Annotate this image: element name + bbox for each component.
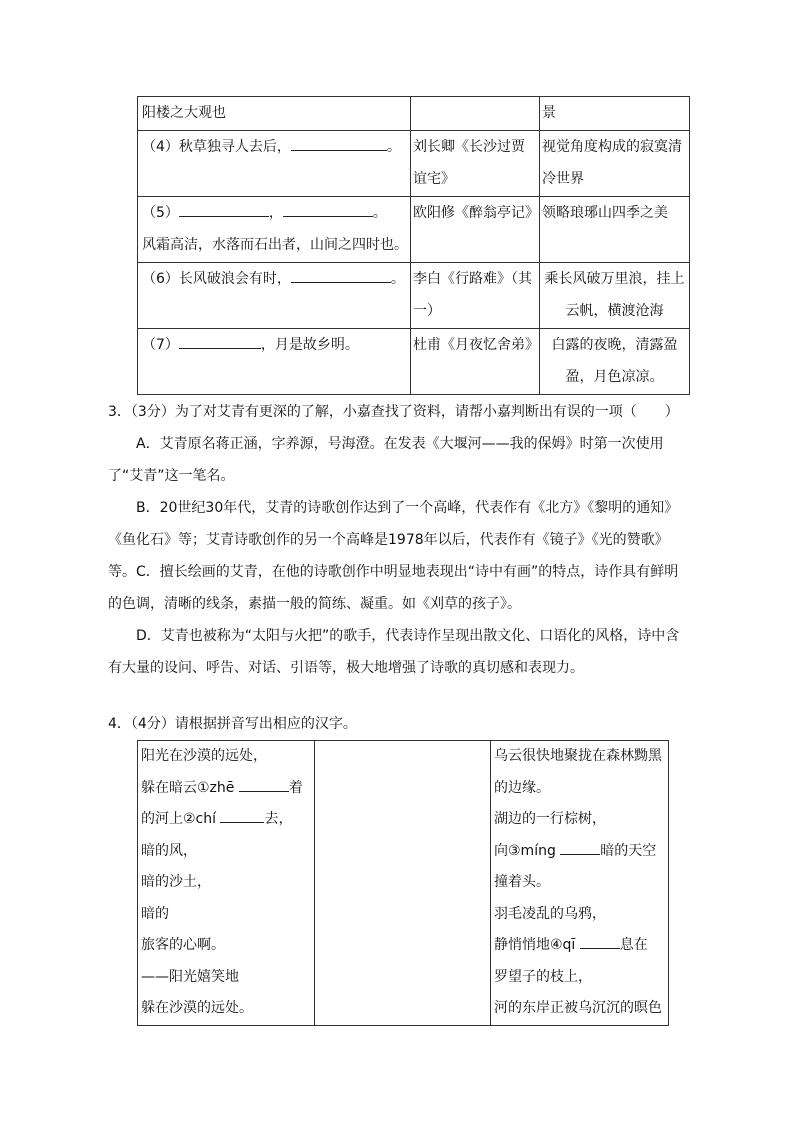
answer-blank[interactable] [560, 836, 600, 855]
answer-blank[interactable] [291, 132, 387, 151]
poem-middle-cell [315, 741, 491, 1026]
poem-fill-table [137, 96, 690, 395]
line-text: （7） [142, 337, 179, 353]
punct: 。 [372, 205, 387, 221]
poem-line: 躲在沙漠的远处。 [141, 1000, 253, 1016]
poem-right-cell [491, 741, 669, 1026]
question-4-stem: 4．（4分）请根据拼音写出相应的汉字。 [108, 716, 357, 732]
poem-line: 撞着头。 [494, 874, 550, 890]
poem-line: 的边缘。 [494, 779, 550, 796]
poem-line [494, 836, 666, 868]
poem-left-cell [138, 741, 315, 1026]
table-cell-source: 刘长卿《长沙过贾谊宅》 [411, 131, 540, 197]
table-cell-note: 景 [540, 97, 690, 131]
poem-text: 的河上②chí [141, 811, 217, 827]
line-text: （6）长风破浪会有时， [142, 271, 291, 287]
answer-blank[interactable] [220, 804, 264, 823]
table-row [138, 197, 690, 263]
poem-text: 向③míng [494, 842, 556, 859]
poem-text: 暗的天空 [600, 842, 657, 859]
poem-line: 湖边的一行棕树， [494, 811, 606, 827]
table-cell-source: 李白《行路难》（其一） [411, 263, 540, 329]
table-cell-source [411, 97, 540, 131]
line-text: ，月是故乡明。 [260, 337, 359, 353]
pinyin-poem-table [137, 740, 669, 1026]
table-cell-text [138, 329, 411, 395]
table-cell-text: （4）秋草独寻人去后， 。 [138, 131, 411, 197]
table-cell-text: 阳楼之大观也 [138, 97, 411, 131]
answer-blank[interactable] [283, 198, 373, 217]
table-row [138, 97, 690, 131]
poem-text: 躲在暗云①zhē [141, 779, 235, 796]
punct: 。 [390, 271, 405, 287]
punct: ， [268, 205, 283, 221]
answer-blank[interactable] [580, 930, 620, 949]
table-row [138, 263, 690, 329]
poem-line: 罗望子的枝上， [494, 968, 592, 985]
table-cell-note: 领略琅琊山四季之美 [540, 197, 690, 263]
question-3-option-b[interactable]: B．20世纪30年代，艾青的诗歌创作达到了一个高峰，代表作有《北方》《黎明的通知》《鱼化石》等；艾青诗歌创作的另一个高峰是1978年以后，代表作有《镜子》《光的赞歌》等。 [108, 500, 679, 580]
question-3-option-d[interactable]: D．艾青也被称为“太阳与火把”的歌手，代表诗作呈现出散文化、口语化的风格，诗中含有大量的设问、呼告、对话、引语等，极大地增强了诗歌的真切感和表现力。 [108, 628, 680, 676]
table-cell-source: 欧阳修《醉翁亭记》 [411, 197, 540, 263]
poem-line: 阳光在沙漠的远处， [141, 748, 267, 764]
table-cell-note: 乘长风破万里浪，挂上云帆，横渡沧海 [540, 263, 690, 329]
poem-line: ——阳光嬉笑地 [141, 968, 239, 985]
table-cell-note: 视觉角度构成的寂寞清冷世界 [540, 131, 690, 197]
poem-line [141, 773, 312, 805]
answer-blank[interactable] [179, 198, 269, 217]
question-3-option-c[interactable]: C．擅长绘画的艾青，在他的诗歌创作中明显地表现出“诗中有画”的特点，诗作具有鲜明的色调，清晰的线条，素描一般的简练、凝重。如《刈草的孩子》。 [108, 564, 679, 612]
line-text: 风霜高洁，水落而石出者，山间之四时也。 [142, 237, 408, 253]
poem-line: 羽毛凌乱的乌鸦， [494, 905, 606, 922]
poem-line: 河的东岸正被乌沉沉的暝色 [494, 1000, 662, 1016]
table-cell-note: 白露的夜晚，清露盈盈，月色凉凉。 [540, 329, 690, 395]
table-row [138, 131, 690, 197]
question-3-option-a[interactable]: A．艾青原名蒋正涵，字养源，号海澄。在发表《大堰河——我的保姆》时第一次使用了“艾青”这一笔名。 [108, 436, 664, 484]
answer-blank[interactable] [291, 264, 391, 283]
question-3-stem: 3．（3分）为了对艾青有更深的了解，小嘉查找了资料，请帮小嘉判断出有误的一项（ ） [108, 404, 679, 420]
poem-text: 去， [264, 811, 293, 827]
table-cell-source: 杜甫《月夜忆舍弟》 [411, 329, 540, 395]
table-cell-text [138, 197, 411, 263]
answer-blank[interactable] [179, 330, 261, 349]
table-row [138, 329, 690, 395]
poem-line: 旅客的心啊。 [141, 937, 225, 953]
poem-line: 暗的 [141, 905, 169, 922]
table-cell-text [138, 263, 411, 329]
line-text: （4）秋草独寻人去后， [142, 139, 291, 155]
poem-text: 着 [288, 779, 303, 796]
line-text: （5） [142, 205, 179, 221]
poem-text: 静悄悄地④qī [494, 937, 576, 953]
table-row [138, 741, 669, 1026]
poem-line [141, 804, 312, 836]
poem-line: 暗的风， [141, 842, 197, 859]
poem-line: 乌云很快地聚拢在森林黝黑 [494, 748, 662, 764]
answer-blank[interactable] [239, 773, 289, 792]
poem-text: 息在 [619, 937, 648, 953]
poem-line [494, 930, 666, 962]
poem-line: 暗的沙土， [141, 874, 211, 890]
